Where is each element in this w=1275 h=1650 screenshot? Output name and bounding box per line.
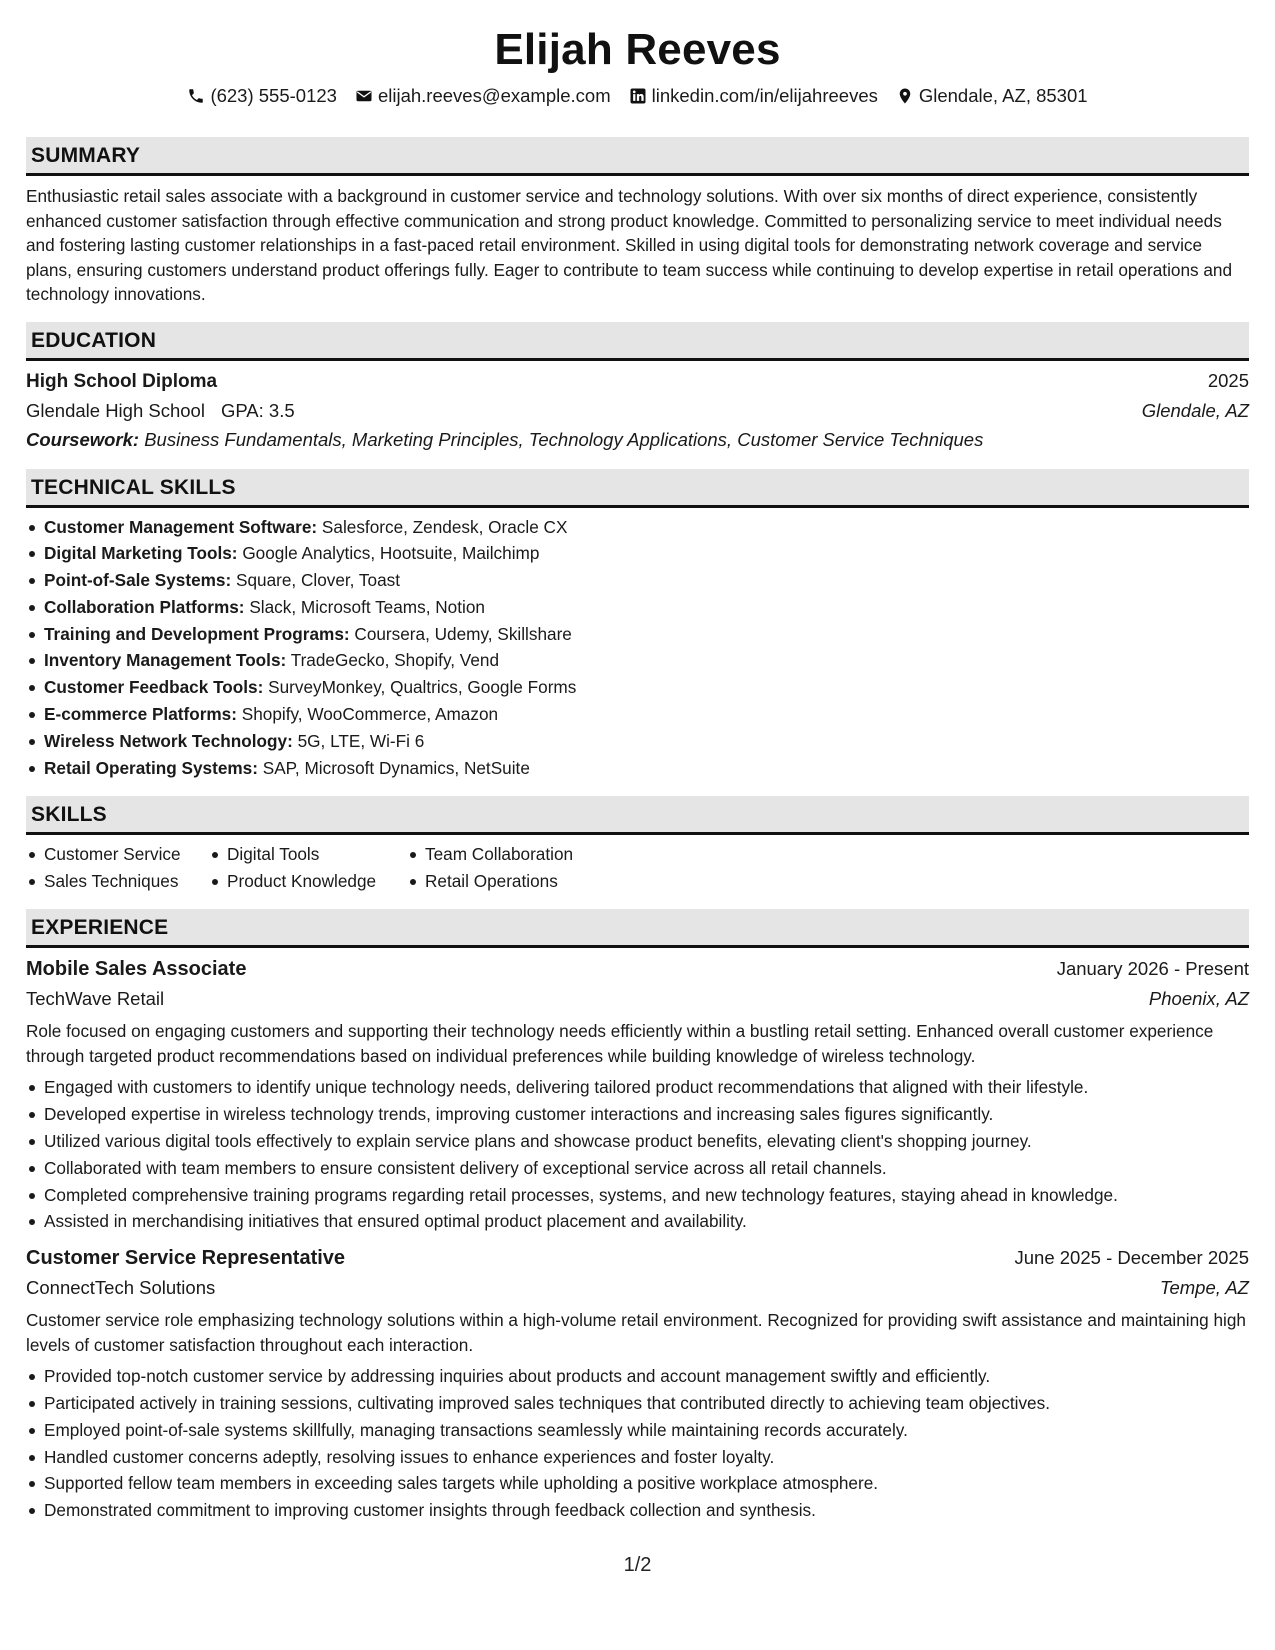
list-item: Assisted in merchandising initiatives that ensured optimal product placement and availability.: [26, 1208, 1249, 1235]
list-item: Developed expertise in wireless technology trends, improving customer interactions and increasing sales figures significantly.: [26, 1101, 1249, 1128]
list-item: Product Knowledge: [209, 868, 407, 895]
list-item: Retail Operating Systems: SAP, Microsoft Dynamics, NetSuite: [26, 755, 1249, 782]
list-item: Digital Marketing Tools: Google Analytics, Hootsuite, Mailchimp: [26, 540, 1249, 567]
contact-location: [896, 84, 1088, 108]
list-item: Wireless Network Technology: 5G, LTE, Wi-Fi 6: [26, 728, 1249, 755]
job-dates: January 2026 - Present: [1056, 958, 1249, 980]
list-item: Inventory Management Tools: TradeGecko, Shopify, Vend: [26, 647, 1249, 674]
resume-page: [26, 0, 1249, 1524]
job-bullets: [26, 1363, 1249, 1524]
technical-skills-heading: TECHNICAL SKILLS: [26, 469, 1249, 508]
list-item: Participated actively in training sessions, cultivating improved sales techniques that contributed directly to achieving team objectives.: [26, 1390, 1249, 1417]
list-item: Digital Tools: [209, 841, 407, 868]
list-item: Provided top-notch customer service by addressing inquiries about products and account management swiftly and efficiently.: [26, 1363, 1249, 1390]
phone-icon: [187, 87, 205, 105]
list-item: Utilized various digital tools effectively to explain service plans and showcase product benefits, elevating client's shopping journey.: [26, 1128, 1249, 1155]
job-dates: June 2025 - December 2025: [1014, 1247, 1249, 1269]
list-item: Training and Development Programs: Coursera, Udemy, Skillshare: [26, 621, 1249, 648]
location-text: Glendale, AZ, 85301: [918, 85, 1088, 106]
list-item: Completed comprehensive training programs regarding retail processes, systems, and new technology features, staying ahead in knowledge.: [26, 1182, 1249, 1209]
list-item: E-commerce Platforms: Shopify, WooCommerce, Amazon: [26, 701, 1249, 728]
list-item: Point-of-Sale Systems: Square, Clover, Toast: [26, 567, 1249, 594]
job-entry: [26, 954, 1249, 1235]
linkedin-icon: [629, 87, 647, 105]
school-name: Glendale High School: [26, 399, 205, 421]
job-company-row: [26, 1273, 1249, 1303]
job-title: Customer Service Representative: [26, 1247, 346, 1270]
job-title-row: [26, 954, 1249, 984]
list-item: Customer Feedback Tools: SurveyMonkey, Qualtrics, Google Forms: [26, 674, 1249, 701]
list-item: Employed point-of-sale systems skillfully, managing transactions seamlessly while maintaining records accurately.: [26, 1417, 1249, 1444]
job-location: Tempe, AZ: [1159, 1277, 1249, 1299]
email-address[interactable]: elijah.reeves@example.com: [377, 85, 611, 106]
degree: High School Diploma: [26, 370, 218, 392]
education-school-row: [26, 396, 1249, 425]
contact-phone: [187, 84, 337, 108]
list-item: Supported fellow team members in exceeding sales targets while upholding a positive workplace atmosphere.: [26, 1470, 1249, 1497]
contact-linkedin: [629, 84, 878, 108]
summary-text: Enthusiastic retail sales associate with a background in customer service and technology solutions. With over six months of direct experience, consistently enhanced customer satisfaction through effective communication and strong product knowledge. Committed to personalizing service to meet individual needs and fostering lasting customer relationships in a fast-paced retail environment. Skilled in using digital tools for demonstrating network coverage and service plans, ensuring customers understand product offerings fully. Eager to contribute to team success while continuing to develop expertise in retail operations and technology innovations.: [26, 186, 1233, 304]
list-item: Demonstrated commitment to improving customer insights through feedback collection and synthesis.: [26, 1497, 1249, 1524]
experience-heading: EXPERIENCE: [26, 909, 1249, 948]
list-item: Team Collaboration: [407, 841, 627, 868]
job-company-row: [26, 984, 1249, 1014]
education-heading: EDUCATION: [26, 322, 1249, 361]
coursework-label: Coursework:: [26, 428, 140, 450]
list-item: Customer Management Software: Salesforce, Zendesk, Oracle CX: [26, 514, 1249, 541]
job-title: Mobile Sales Associate: [26, 958, 247, 981]
technical-skills-list: [26, 514, 1249, 782]
phone-number[interactable]: (623) 555-0123: [210, 85, 337, 106]
job-description: Role focused on engaging customers and supporting their technology needs efficiently within a bustling retail setting. Enhanced overall customer experience through targeted product recommendations based on individual preferences while building knowledge of wireless technology.: [26, 1021, 1214, 1066]
company-name: TechWave Retail: [26, 988, 165, 1010]
skills-heading: SKILLS: [26, 796, 1249, 835]
list-item: Collaboration Platforms: Slack, Microsoft Teams, Notion: [26, 594, 1249, 621]
list-item: Sales Techniques: [26, 868, 209, 895]
list-item: Handled customer concerns adeptly, resolving issues to enhance experiences and foster loyalty.: [26, 1444, 1249, 1471]
coursework: [26, 425, 1249, 454]
school-location: Glendale, AZ: [1141, 399, 1249, 421]
company-name: ConnectTech Solutions: [26, 1277, 216, 1299]
summary-heading: SUMMARY: [26, 137, 1249, 176]
job-entry: [26, 1243, 1249, 1524]
envelope-icon: [355, 87, 373, 105]
page-number: 1/2: [623, 1554, 652, 1576]
map-pin-icon: [896, 87, 914, 105]
contact-email: [355, 84, 611, 108]
gpa: GPA: 3.5: [220, 399, 295, 421]
job-title-row: [26, 1243, 1249, 1273]
contact-bar: [26, 84, 1249, 108]
coursework-list: Business Fundamentals, Marketing Principles, Technology Applications, Customer Service Techniques: [144, 428, 984, 450]
job-bullets: [26, 1074, 1249, 1235]
education-title-row: [26, 367, 1249, 396]
job-description: Customer service role emphasizing technology solutions within a high-volume retail environment. Recognized for providing swift assistance and maintaining high levels of customer satisfaction throughout each interaction.: [26, 1310, 1246, 1355]
list-item: Engaged with customers to identify unique technology needs, delivering tailored product recommendations that aligned with their lifestyle.: [26, 1074, 1249, 1101]
graduation-year: 2025: [1207, 369, 1249, 391]
job-location: Phoenix, AZ: [1148, 988, 1249, 1010]
list-item: Retail Operations: [407, 868, 627, 895]
candidate-name: Elijah Reeves: [494, 25, 781, 74]
list-item: Collaborated with team members to ensure consistent delivery of exceptional service across all retail channels.: [26, 1155, 1249, 1182]
skills-list: [26, 841, 1249, 894]
list-item: Customer Service: [26, 841, 209, 868]
linkedin-url[interactable]: linkedin.com/in/elijahreeves: [651, 85, 878, 106]
